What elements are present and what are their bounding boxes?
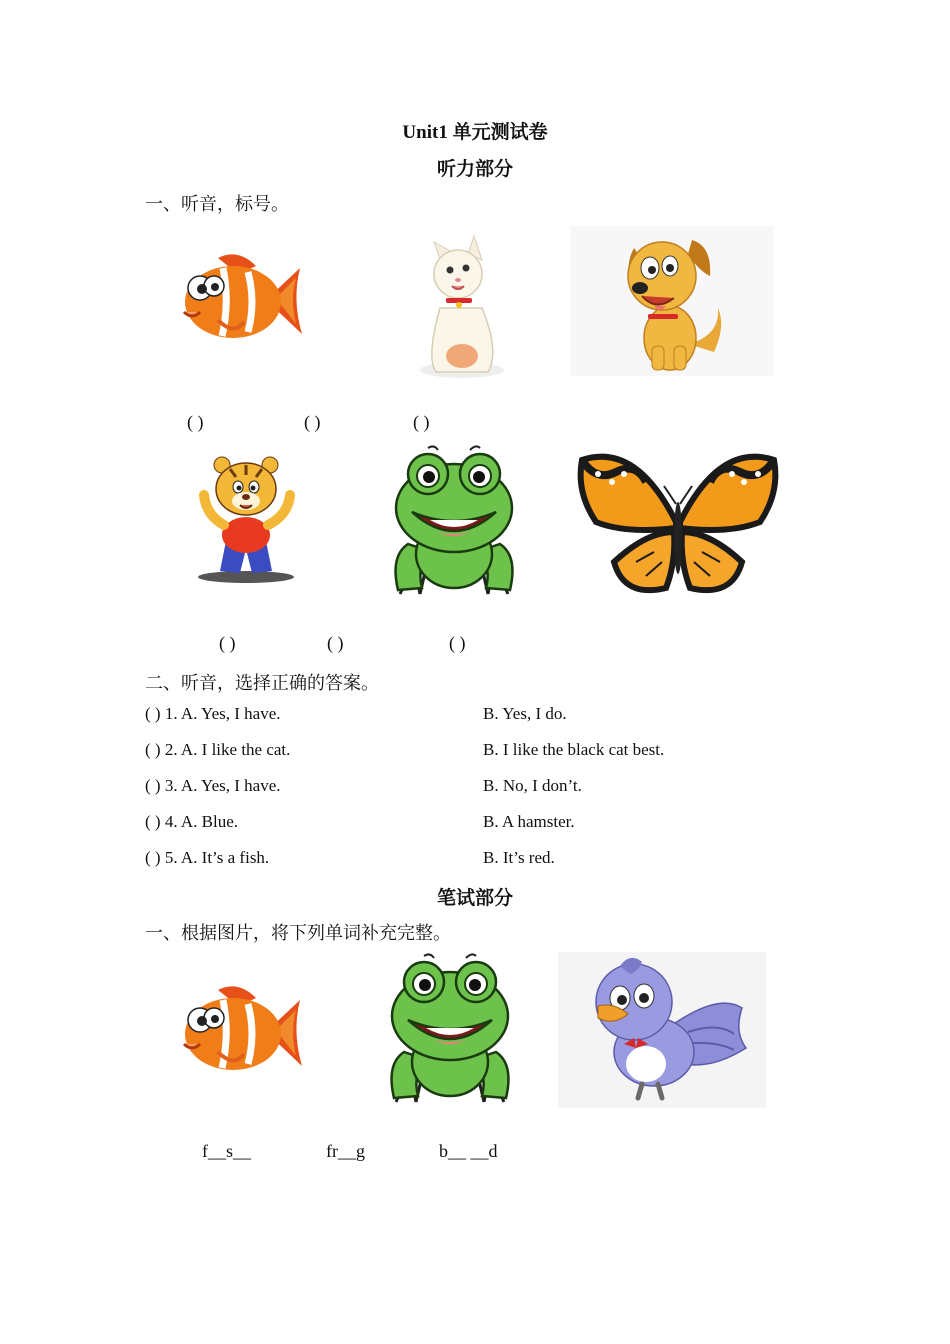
answer-paren-cat[interactable]: ( )	[304, 412, 321, 432]
question-2-option-b: B. I like the black cat best.	[483, 740, 665, 759]
answer-paren-dog[interactable]: ( )	[413, 412, 430, 432]
question-2-option-a: ( ) 2. A. I like the cat.	[145, 740, 291, 759]
dog-picture	[570, 226, 774, 376]
question-1-option-a: ( ) 1. A. Yes, I have.	[145, 704, 281, 723]
answer-paren-fish[interactable]: ( )	[187, 412, 204, 432]
question-1-option-b: B. Yes, I do.	[483, 704, 567, 723]
cat-picture	[412, 228, 512, 380]
frog-picture	[380, 444, 528, 604]
question-5-option-a: ( ) 5. A. It’s a fish.	[145, 848, 270, 867]
word-blank-fish[interactable]: f__s__	[202, 1141, 251, 1161]
bird-picture	[558, 952, 766, 1108]
answer-paren-tiger[interactable]: ( )	[219, 633, 236, 653]
page-title: Unit1 单元测试卷	[402, 122, 548, 143]
word-blank-bird[interactable]: b__ __d	[439, 1141, 498, 1161]
section-heading-choose-answer: 二、听音，选择正确的答案。	[145, 673, 379, 693]
answer-paren-butterfly[interactable]: ( )	[449, 633, 466, 653]
tiger-picture	[196, 455, 300, 585]
question-3-option-b: B. No, I don’t.	[483, 776, 582, 795]
answer-paren-frog[interactable]: ( )	[327, 633, 344, 653]
question-4-option-a: ( ) 4. A. Blue.	[145, 812, 239, 831]
question-4-option-b: B. A hamster.	[483, 812, 575, 831]
listening-section-title: 听力部分	[436, 159, 513, 180]
butterfly-picture	[576, 452, 780, 602]
question-3-option-a: ( ) 3. A. Yes, I have.	[145, 776, 281, 795]
question-5-option-b: B. It’s red.	[483, 848, 555, 867]
writing-section-title: 笔试部分	[436, 888, 513, 909]
frog-picture-writing	[376, 952, 524, 1112]
fish-picture	[178, 250, 308, 350]
section-heading-listen-number: 一、听音，标号。	[145, 194, 289, 214]
section-heading-complete-words: 一、根据图片，将下列单词补充完整。	[145, 923, 451, 943]
fish-picture-writing	[178, 982, 308, 1082]
word-blank-frog[interactable]: fr__g	[326, 1141, 365, 1161]
